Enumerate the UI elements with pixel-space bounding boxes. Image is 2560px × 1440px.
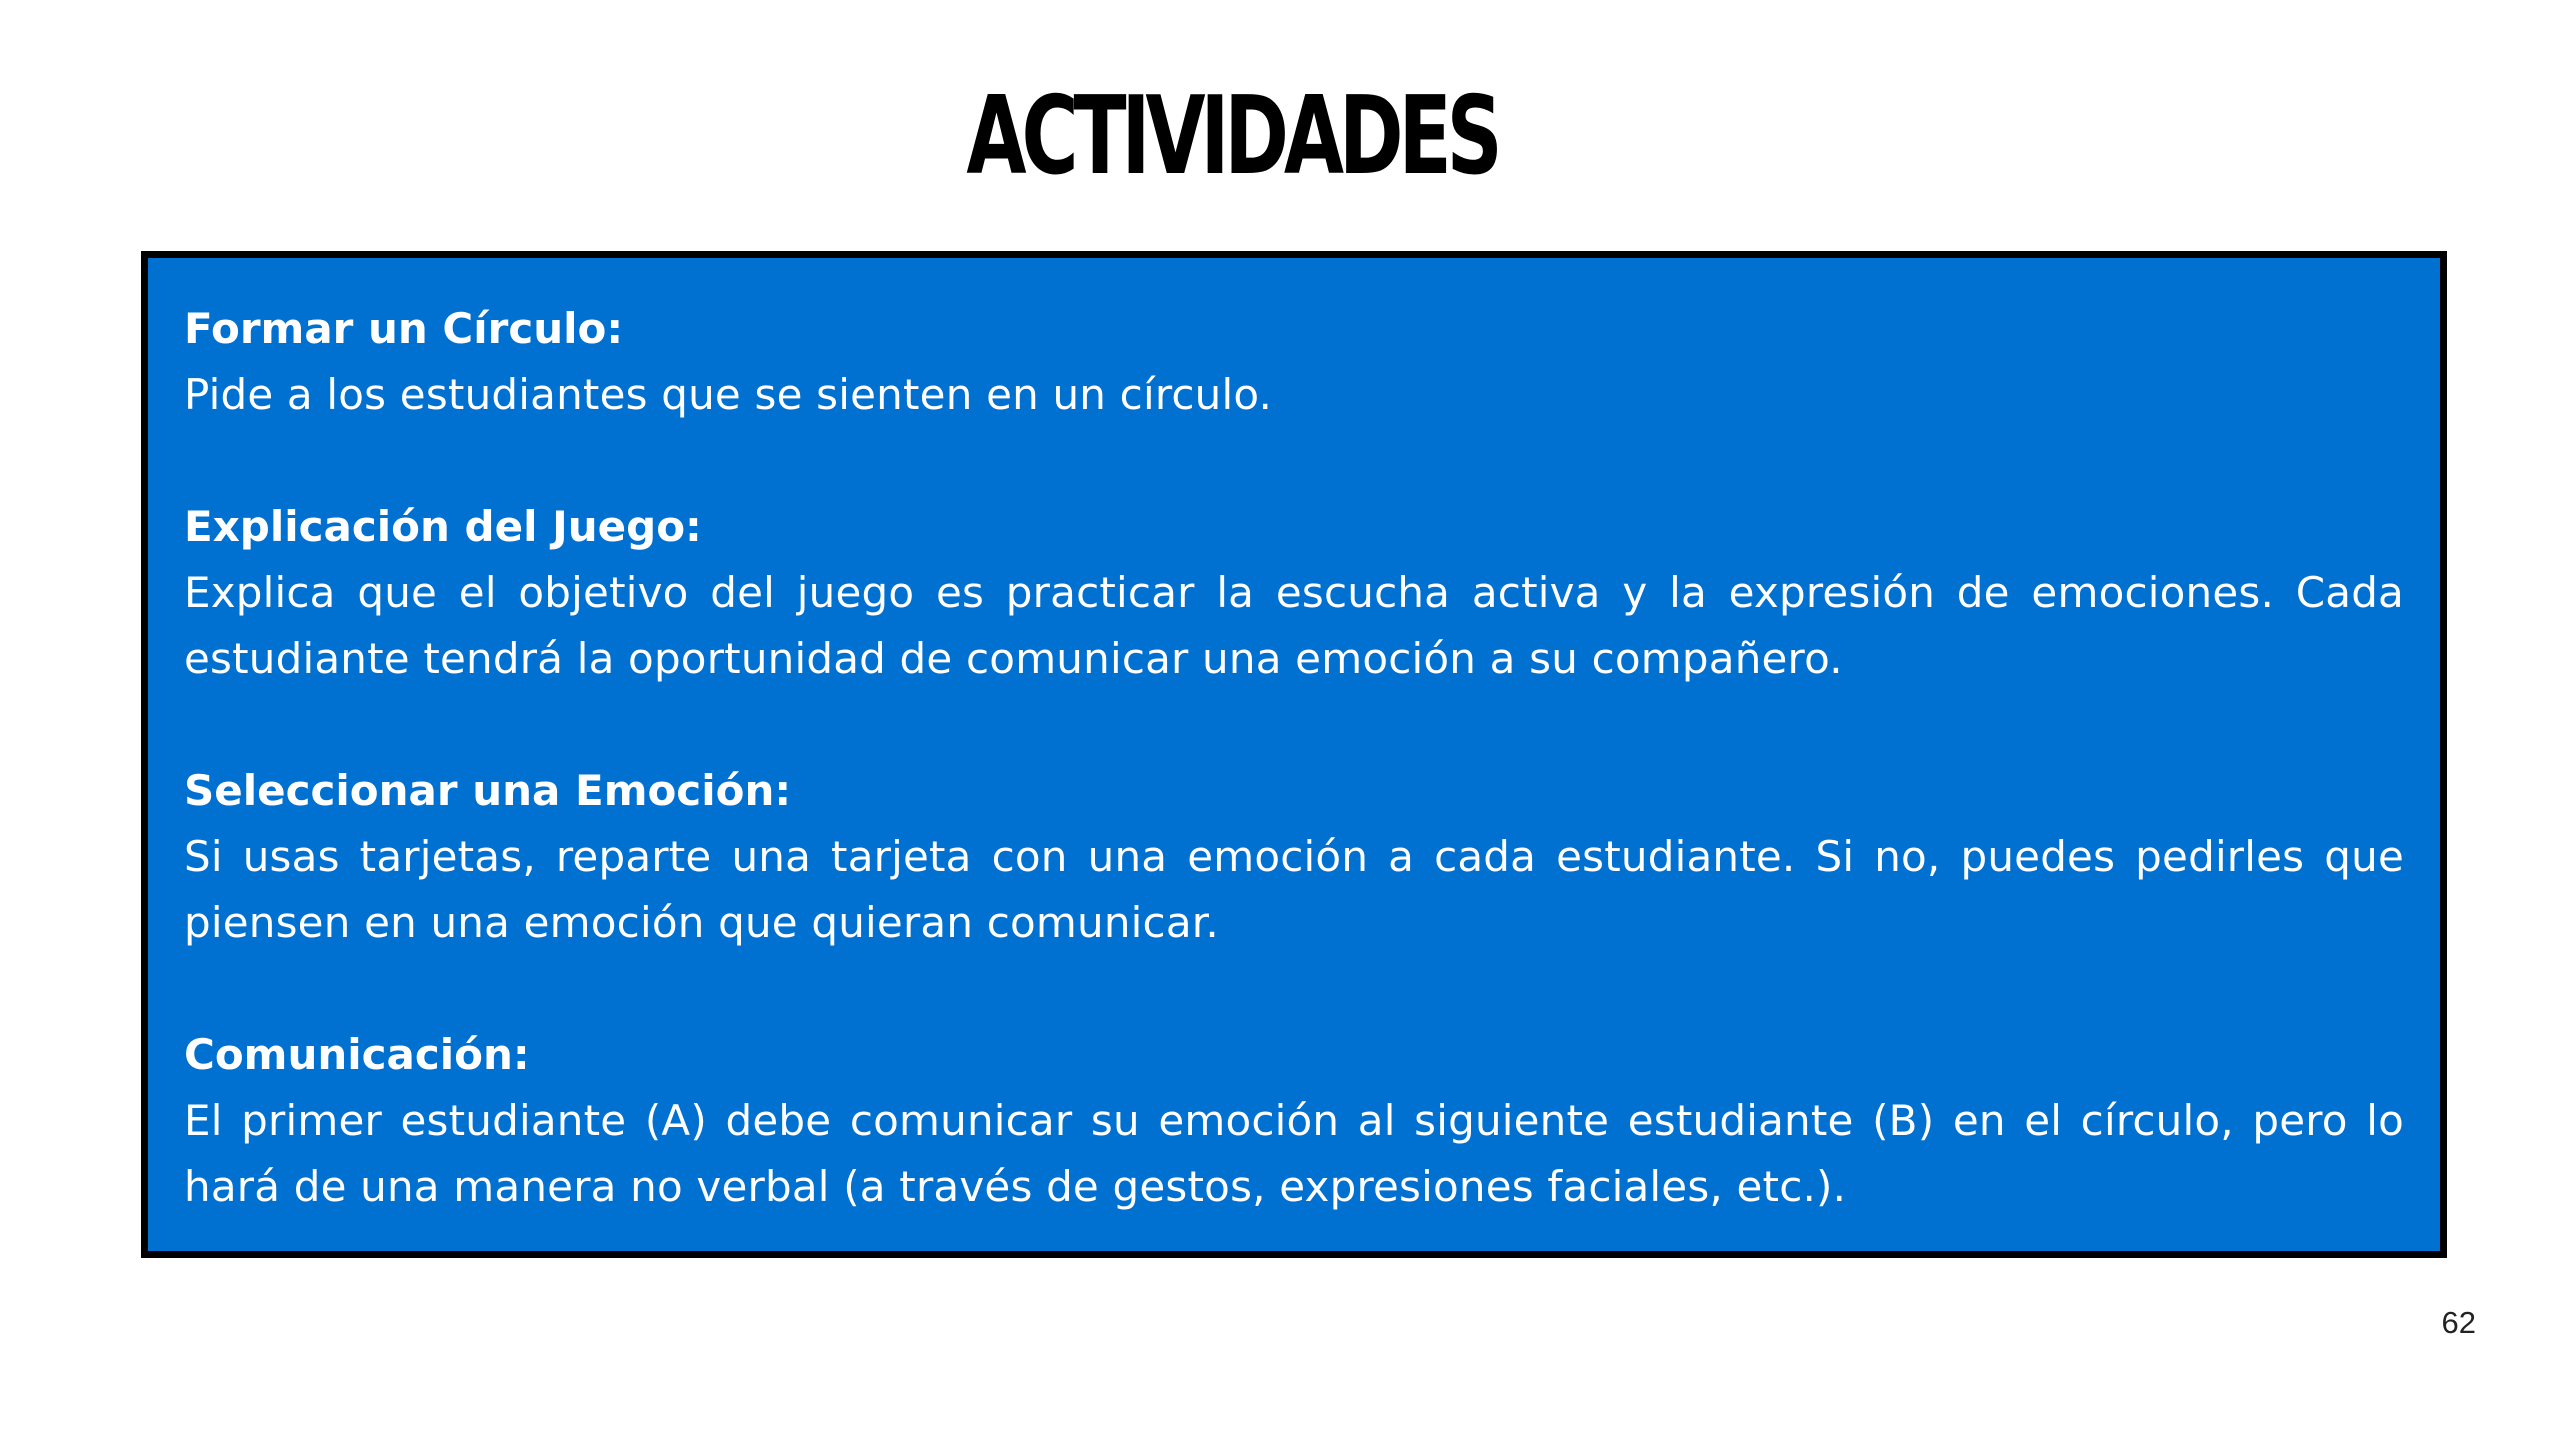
section-body: El primer estudiante (A) debe comunicar su emoción al siguiente estudiante (B) en el círculo, pero lo hará de una manera no verbal (a través de gestos, expresiones faciales, etc.). (184, 1096, 2404, 1211)
section-heading: Explicación del Juego: (184, 502, 702, 551)
page-number: 62 (2441, 1305, 2476, 1340)
section-body: Explica que el objetivo del juego es practicar la escucha activa y la expresión de emociones. Cada estudiante tendrá la oportunidad de comunicar una emoción a su compañero. (184, 568, 2404, 683)
section-formar-circulo (184, 296, 2404, 428)
activities-box (141, 251, 2447, 1258)
page-title: ACTIVIDADES (966, 74, 1498, 199)
section-body: Si usas tarjetas, reparte una tarjeta con una emoción a cada estudiante. Si no, puedes pedirles que piensen en una emoción que quieran comunicar. (184, 832, 2404, 947)
section-seleccionar-emocion (184, 758, 2404, 956)
section-explicacion-juego (184, 494, 2404, 692)
section-heading: Comunicación: (184, 1030, 530, 1079)
section-heading: Seleccionar una Emoción: (184, 766, 792, 815)
section-body: Pide a los estudiantes que se sienten en un círculo. (184, 370, 1273, 419)
section-comunicacion (184, 1022, 2404, 1220)
section-heading: Formar un Círculo: (184, 304, 624, 353)
